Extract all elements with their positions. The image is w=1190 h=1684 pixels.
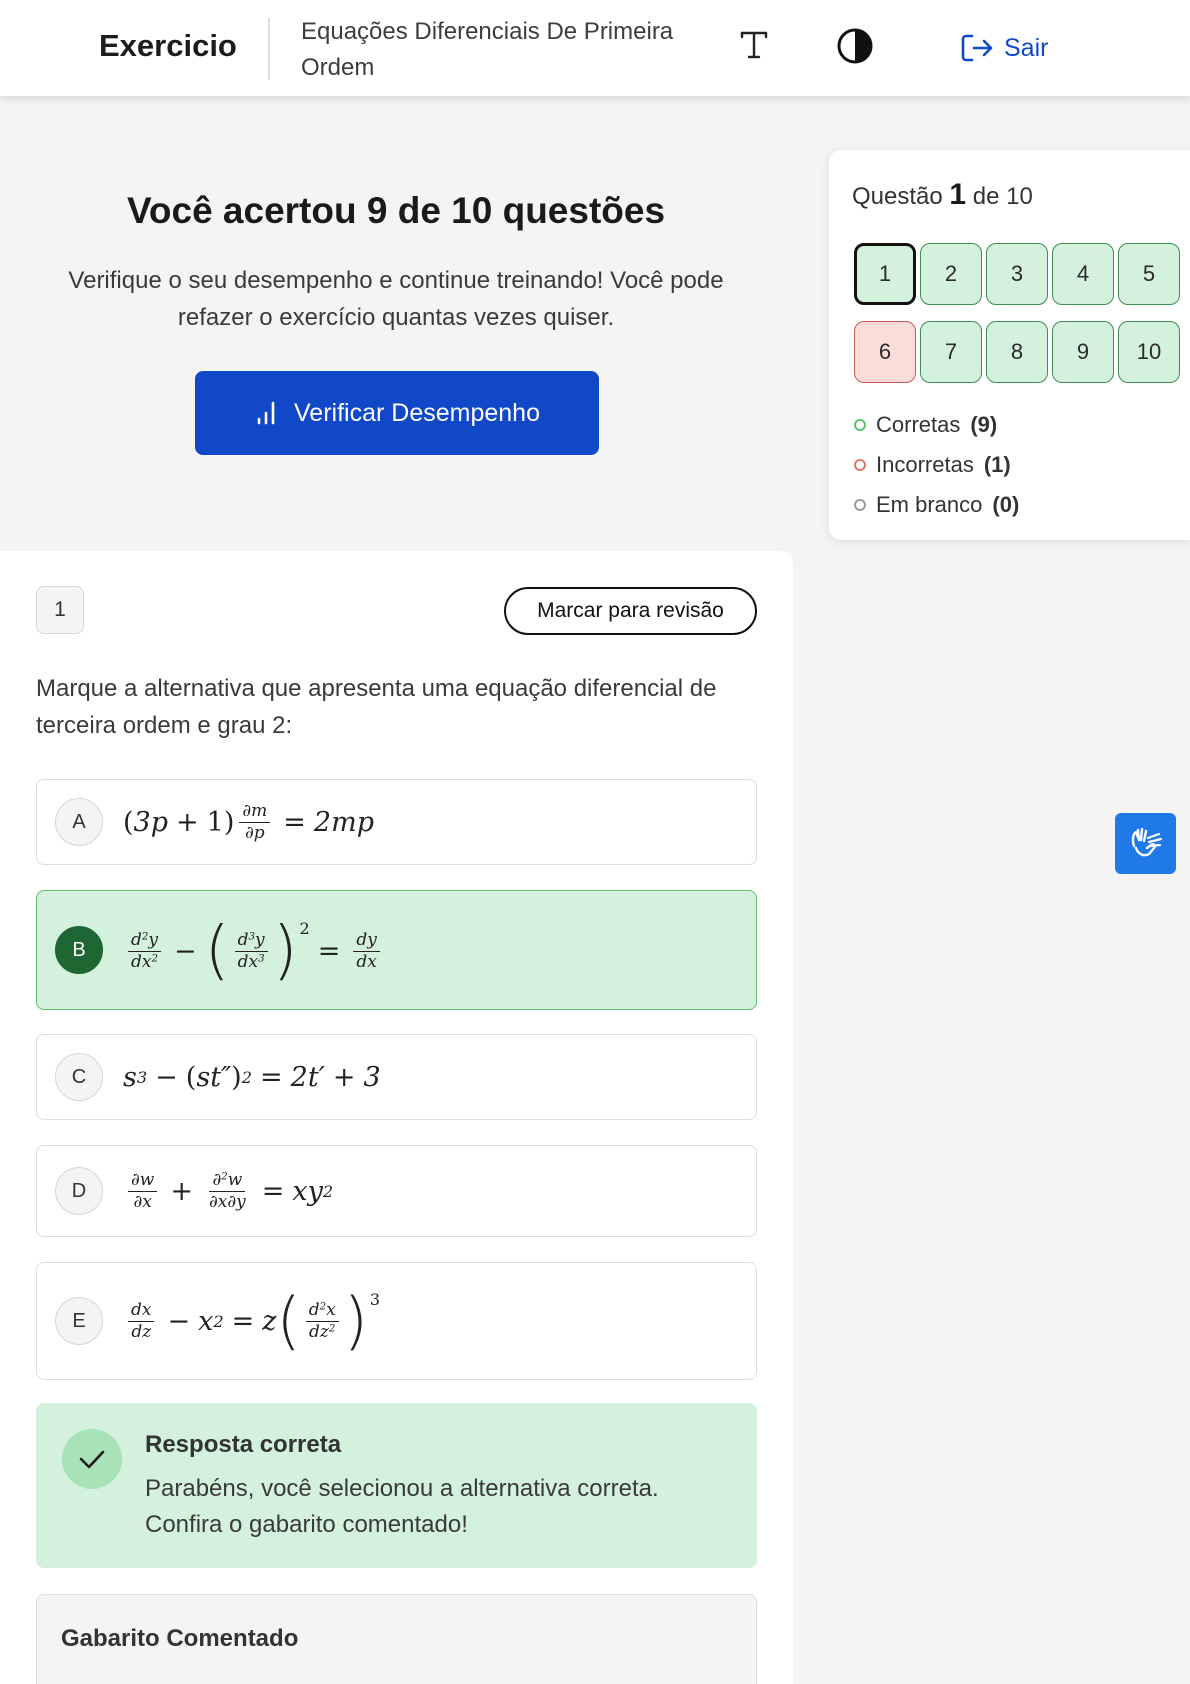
- question-button-6[interactable]: 6: [854, 321, 916, 383]
- navigator-suffix: de 10: [972, 183, 1033, 210]
- legend-correct-label: Corretas: [876, 412, 961, 437]
- course-title: Equações Diferenciais De Primeira Ordem: [301, 18, 674, 81]
- contrast-button[interactable]: [836, 27, 874, 65]
- logout-icon: [960, 32, 994, 64]
- blank-dot-icon: [854, 499, 866, 511]
- current-question-number: 1: [949, 178, 967, 211]
- alternative-letter: E: [55, 1297, 103, 1345]
- alternative-formula: ∂w ∂x + $\frac{\partial^2w}{\partial x\partial y}$ = xy 2: [123, 1160, 333, 1222]
- question-card: [0, 551, 793, 1684]
- feedback-title: Resposta correta: [145, 1431, 342, 1458]
- font-size-button[interactable]: [734, 22, 774, 66]
- commented-answer-section: [36, 1594, 757, 1684]
- question-number-badge: 1: [36, 586, 84, 634]
- question-grid: [854, 243, 1184, 383]
- alternative-d[interactable]: [36, 1145, 757, 1237]
- alternative-formula: ( 3 p + 1) $\frac{\partial m}{\partial p}$ = 2 mp: [123, 800, 374, 843]
- verify-performance-button[interactable]: [195, 371, 599, 455]
- alternative-b[interactable]: [36, 890, 757, 1010]
- legend-blank-label: Em branco: [876, 492, 983, 517]
- legend-blank: [854, 485, 1019, 525]
- sign-language-button[interactable]: [1115, 813, 1176, 874]
- verify-performance-label: Verificar Desempenho: [294, 398, 540, 427]
- alternative-c[interactable]: [36, 1034, 757, 1120]
- top-header: [0, 0, 1190, 96]
- result-text: Verifique o seu desempenho e continue treinando! Você pode refazer o exercício quantas vezes quiser.: [68, 267, 724, 331]
- logout-button[interactable]: [960, 30, 1048, 66]
- legend-correct-count: (9): [970, 412, 998, 437]
- question-navigator: [829, 150, 1190, 540]
- check-icon: [77, 1444, 107, 1474]
- alternative-formula: $d^2y$ $dx^2$ − ( $d^3y$ $dx^3$ ) 2 = $\frac{dy}{dx}$: [123, 905, 385, 997]
- legend-incorrect: [854, 445, 1019, 485]
- alternative-formula: s 3 − ( st ″ ) 2 = 2 t ′ + 3: [123, 1061, 381, 1093]
- result-title: Você acertou 9 de 10 questões: [126, 190, 666, 231]
- alternative-e[interactable]: [36, 1262, 757, 1380]
- legend-incorrect-count: (1): [983, 452, 1011, 477]
- question-button-9[interactable]: 9: [1052, 321, 1114, 383]
- alternative-letter: D: [55, 1167, 103, 1215]
- feedback-check-badge: [62, 1429, 122, 1489]
- alternative-letter: B: [55, 926, 103, 974]
- question-button-3[interactable]: 3: [986, 243, 1048, 305]
- sign-language-icon: [1126, 824, 1166, 864]
- navigator-prefix: Questão: [852, 183, 943, 210]
- question-stem: Marque a alternativa que apresenta uma equação diferencial de terceira ordem e grau 2:: [36, 675, 717, 739]
- mark-for-review-button[interactable]: Marcar para revisão: [504, 587, 757, 635]
- logout-label: Sair: [1004, 33, 1049, 62]
- question-button-5[interactable]: 5: [1118, 243, 1180, 305]
- alternative-letter: C: [55, 1053, 103, 1101]
- legend-incorrect-label: Incorretas: [876, 452, 974, 477]
- bar-chart-icon: [254, 400, 280, 426]
- contrast-icon: [836, 27, 874, 65]
- alternative-a[interactable]: [36, 779, 757, 865]
- correct-dot-icon: [854, 419, 866, 431]
- legend-correct: [854, 405, 1019, 445]
- navigator-header: [852, 178, 1033, 212]
- incorrect-dot-icon: [854, 459, 866, 471]
- alternative-formula: dx dz − x 2 = z ( $d^2x$ $dz^2$ ) 3: [123, 1277, 380, 1365]
- feedback-text: Parabéns, você selecionou a alternativa correta. Confira o gabarito comentado!: [145, 1475, 659, 1538]
- header-divider: [268, 18, 270, 80]
- question-button-10[interactable]: 10: [1118, 321, 1180, 383]
- question-button-2[interactable]: 2: [920, 243, 982, 305]
- status-legend: [854, 405, 1019, 525]
- question-button-8[interactable]: 8: [986, 321, 1048, 383]
- answer-feedback: [36, 1403, 757, 1568]
- text-size-icon: [738, 28, 770, 60]
- question-button-1[interactable]: 1: [854, 243, 916, 305]
- question-button-7[interactable]: 7: [920, 321, 982, 383]
- legend-blank-count: (0): [992, 492, 1020, 517]
- question-button-4[interactable]: 4: [1052, 243, 1114, 305]
- alternative-letter: A: [55, 798, 103, 846]
- brand-title: Exercicio: [99, 28, 237, 63]
- commented-answer-title: Gabarito Comentado: [61, 1625, 299, 1652]
